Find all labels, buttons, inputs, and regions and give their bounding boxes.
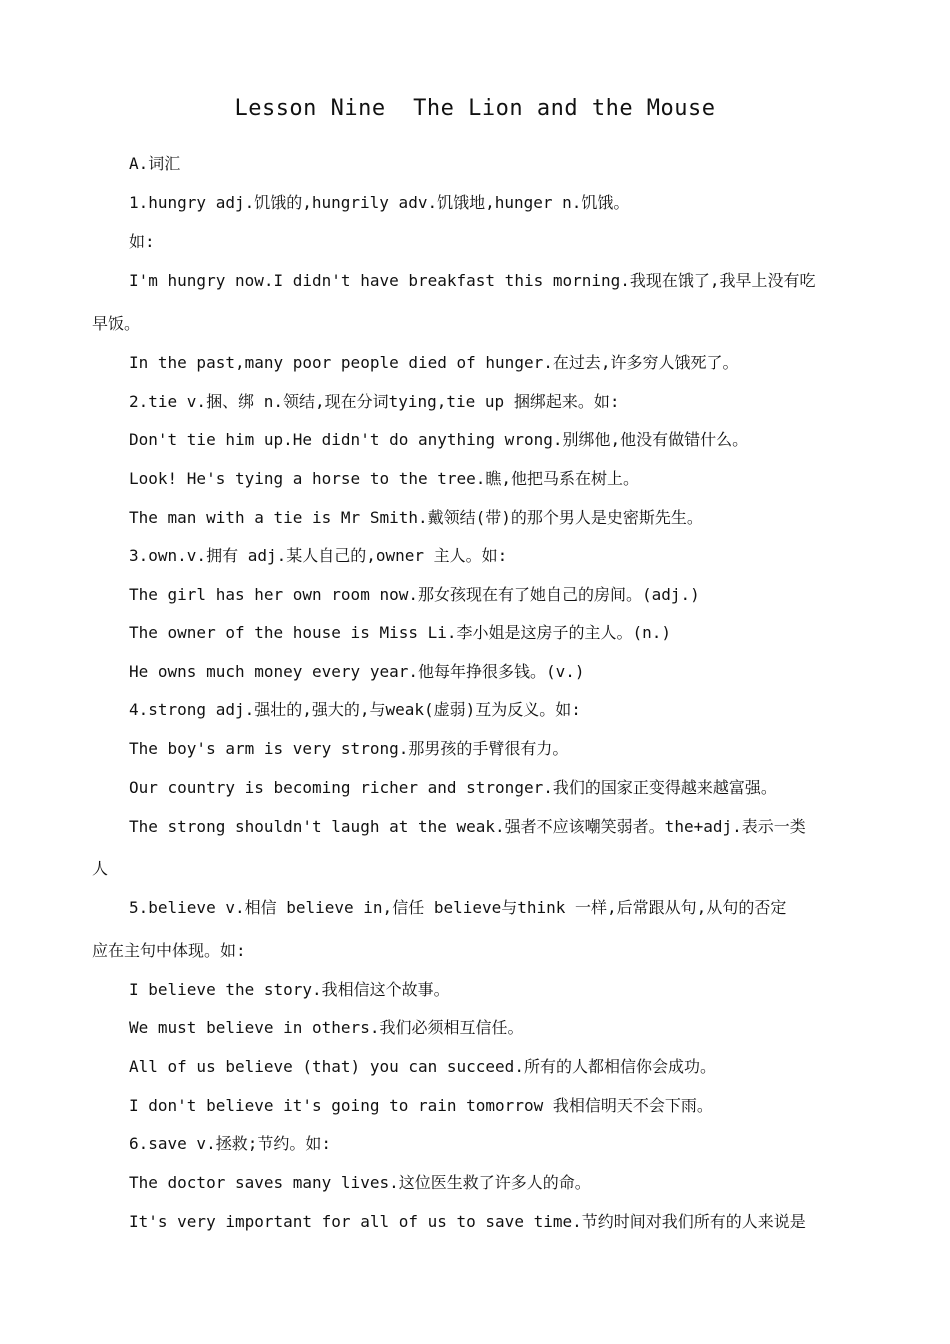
example-sentence: I don't believe it's going to rain tomorrow 我相信明天不会下雨。 bbox=[129, 1096, 713, 1115]
section-heading: A.词汇 bbox=[129, 154, 181, 173]
example-sentence: In the past,many poor people died of hunger.在过去,许多穷人饿死了。 bbox=[129, 353, 739, 372]
example-intro: 如: bbox=[129, 232, 155, 251]
lesson-title: Lesson Nine The Lion and the Mouse bbox=[234, 96, 716, 121]
example-sentence: The boy's arm is very strong.那男孩的手臂很有力。 bbox=[129, 739, 569, 758]
example-sentence: He owns much money every year.他每年挣很多钱。(v.) bbox=[129, 662, 585, 681]
vocab-item-1: 1.hungry adj.饥饿的,hungrily adv.饥饿地,hunger n.饥饿。 bbox=[129, 193, 630, 212]
vocab-item-5: 5.believe v.相信 believe in,信任 believe与think 一样,后常跟从句,从句的否定 bbox=[129, 898, 787, 917]
example-sentence: I believe the story.我相信这个故事。 bbox=[129, 980, 450, 999]
example-sentence: Look! He's tying a horse to the tree.瞧,他把马系在树上。 bbox=[129, 469, 640, 488]
example-sentence: We must believe in others.我们必须相互信任。 bbox=[129, 1018, 524, 1037]
example-sentence: It's very important for all of us to save time.节约时间对我们所有的人来说是 bbox=[129, 1212, 806, 1231]
example-sentence: The man with a tie is Mr Smith.戴领结(带)的那个男人是史密斯先生。 bbox=[129, 508, 703, 527]
example-sentence: The doctor saves many lives.这位医生救了许多人的命。 bbox=[129, 1173, 591, 1192]
vocab-item-4: 4.strong adj.强壮的,强大的,与weak(虚弱)互为反义。如: bbox=[129, 700, 581, 719]
example-sentence: The girl has her own room now.那女孩现在有了她自己的房间。(adj.) bbox=[129, 585, 700, 604]
example-sentence-continued: 早饭。 bbox=[92, 314, 141, 333]
example-sentence: Our country is becoming richer and stronger.我们的国家正变得越来越富强。 bbox=[129, 778, 777, 797]
vocab-item-2: 2.tie v.捆、绑 n.领结,现在分词tying,tie up 捆绑起来。如: bbox=[129, 392, 620, 411]
example-sentence: I'm hungry now.I didn't have breakfast this morning.我现在饿了,我早上没有吃 bbox=[129, 271, 816, 290]
example-sentence: Don't tie him up.He didn't do anything wrong.别绑他,他没有做错什么。 bbox=[129, 430, 749, 449]
example-sentence: The strong shouldn't laugh at the weak.强者不应该嘲笑弱者。the+adj.表示一类 bbox=[129, 817, 806, 836]
example-sentence: All of us believe (that) you can succeed.所有的人都相信你会成功。 bbox=[129, 1057, 716, 1076]
vocab-item-5-continued: 应在主句中体现。如: bbox=[92, 941, 246, 960]
example-sentence: The owner of the house is Miss Li.李小姐是这房子的主人。(n.) bbox=[129, 623, 672, 642]
vocab-item-3: 3.own.v.拥有 adj.某人自己的,owner 主人。如: bbox=[129, 546, 508, 565]
vocab-item-6: 6.save v.拯救;节约。如: bbox=[129, 1134, 331, 1153]
example-sentence-continued: 人 bbox=[92, 859, 109, 878]
